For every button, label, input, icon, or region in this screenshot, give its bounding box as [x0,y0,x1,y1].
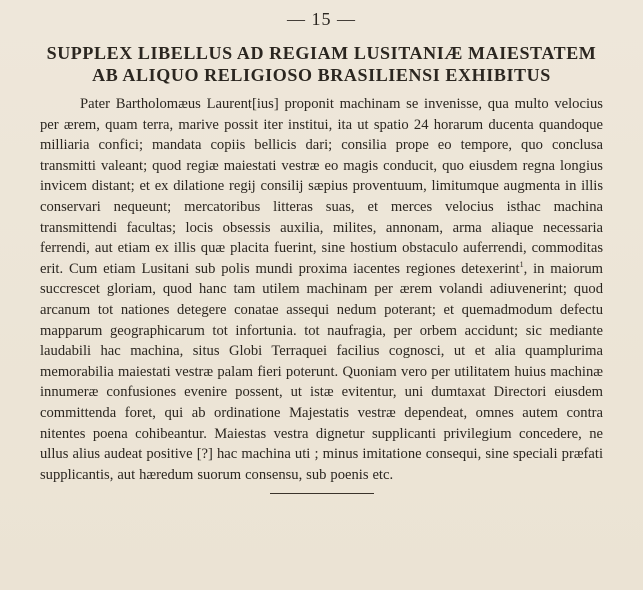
body-text-after-note: , in maiorum succrescet gloriam, quod hanc tam utilem machinam per ærem volandi adiuvenerint; quod arcanum tot nationes detegere conatae assequi nedum poterant; et quemadmodum defectu mapparum geographicarum tot infortunia. tot naufragia, per orbem accidunt; sic mediante laudabili hac machina, situs Globi Terraquei facilius cognosci, ut et alia quamplurima memorabilia maiestati vestræ palam fieri poterunt. Quoniam vero per utilitatem huius machinæ innumeræ confusiones evenire possent, ut istæ evitentur, uni dumtaxat Directori eiusdem committenda foret, qui ab ordinatione Majestatis vestræ dependeat, omnes autem contra nitentes poena cohibeantur. Maiestas vestra dignetur supplicanti privilegium concedere, ne ullus alius audeat positive [?] hac machina uti ; minus imitatione consequi, sine speciali præfati supplicantis, aut hæredum suorum consensu, sub poenis etc. [40,260,603,483]
body-text-before-note: Pater Bartholomæus Laurent[ius] proponit machinam se invenisse, qua multo velocius per ærem, quam terra, marive possit iter institui, ita ut spatio 24 horarum ducenta quandoque milliaria confici; mandata copiis bellicis dari; consilia prope eo tempore, quo conclusa transmitti valeant; quod regiæ maiestati vestræ eo magis conducit, quo eiusdem regna longius invicem distant; et ex dilatione regij consilij sæpius proventuum, limitumque augmenta in illis conservari nequeunt; mercatoribus litteras suas, et merces velocius isthac machina transmittendi facultas; locis obsessis auxilia, milites, annonam, arma aliaque necessaria ferrendi, aut etiam ex illis quæ placita fuerint, sine hostium obstaculo auferrendi, commoditas erit. Cum etiam Lusitani sub polis mundi proxima iacentes regiones detexerint [40,96,603,277]
page-number: — 15 — [287,9,356,29]
closing-rule [270,493,374,494]
title-line-1: SUPPLEX LIBELLUS AD REGIAM LUSITANIÆ MAIESTATEM [46,43,597,63]
title-line-2: AB ALIQUO RELIGIOSO BRASILIENSI EXHIBITUS [92,65,551,85]
body-paragraph [40,94,603,485]
footnote-marker: 1 [519,259,524,269]
